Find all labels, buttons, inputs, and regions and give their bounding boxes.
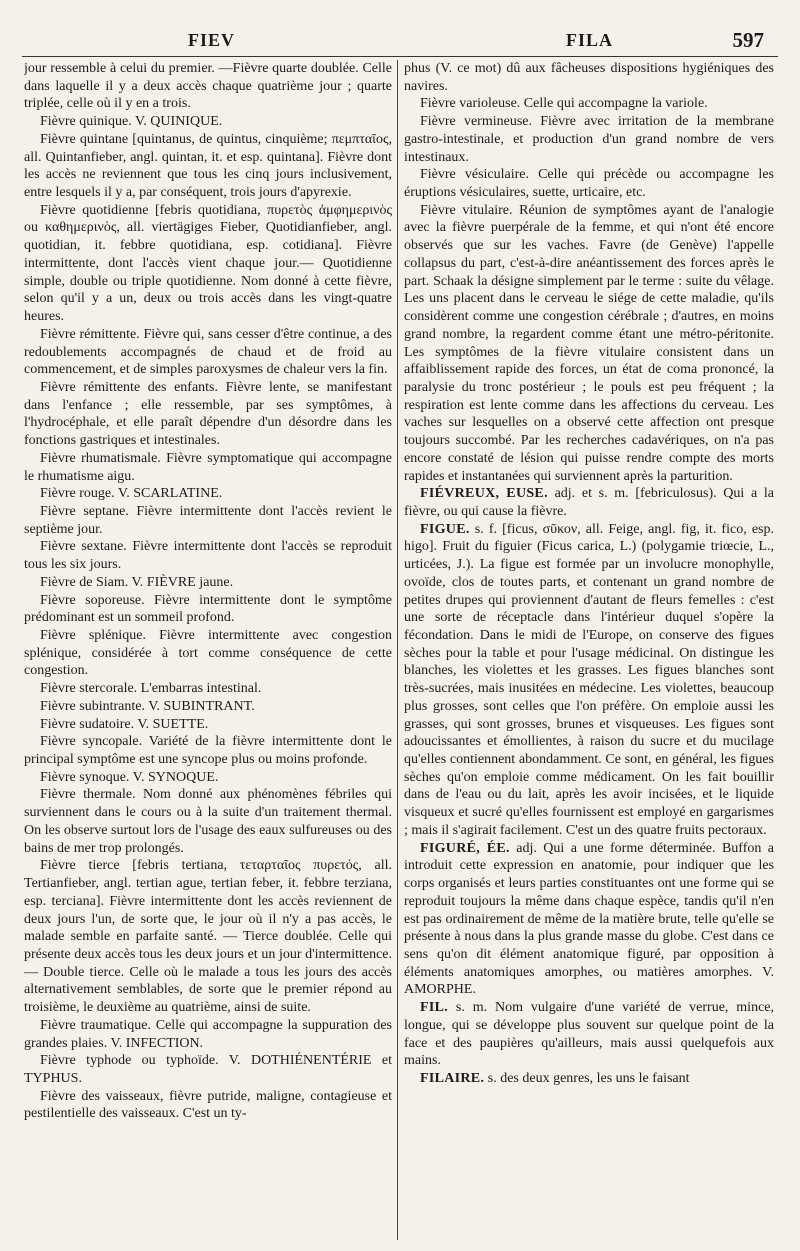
running-head-left: FIEV bbox=[188, 30, 236, 50]
page-header bbox=[0, 24, 800, 58]
dictionary-entry: Fièvre syncopale. Variété de la fièvre intermittente dont le principal symptôme est une syncope plus ou moins profonde. bbox=[24, 734, 392, 768]
dictionary-entry: Fièvre tierce [febris tertiana, τεταρταῖος πυρετός, all. Tertianfieber, angl. tertian ague, tertian feber, it. febbre terziana, esp. terciana]. Fièvre intermittente dont les accès reviennent de deux jours l'un, de sorte que, le jour où il n'y a pas accès, le malade semble en parfaite santé. — Tierce doublée. Celle qui présente deux accès tous les deux jours et un jour d'intermittence.— Double tierce. Celle où le malade a tous les jours des accès alternativement semblables, de sorte que le premier répond au troisième, le deuxième au quatrième, ainsi de suite. bbox=[24, 858, 392, 1016]
dictionary-entry: Fièvre quotidienne [febris quotidiana, πυρετὸς ἀμφημερινὸς ou καθημερινὸς, all. viertägiges Fieber, Quotidianfieber, angl. quotidian, it. febbre quotidiana, esp. cotidiana]. Fièvre intermittente, dont l'accès vient chaque jour.— Quotidienne simple, double ou triple quotidienne. Nom donné à cette fièvre, selon qu'il y a un, deux ou trois accès dans les vingt-quatre heures. bbox=[24, 202, 392, 325]
dictionary-entry: Fièvre varioleuse. Celle qui accompagne la variole. bbox=[420, 96, 708, 112]
dictionary-entry: Fièvre septane. Fièvre intermittente dont l'accès revient le septième jour. bbox=[24, 503, 392, 537]
dictionary-entry: Fièvre subintrante. V. SUBINTRANT. bbox=[40, 698, 255, 714]
entry-headword: FIGURÉ, ÉE. bbox=[420, 840, 510, 856]
dictionary-entry: FIÉVREUX, EUSE. adj. et s. m. [febriculosus). Qui a la fièvre, ou qui cause la fièvre. bbox=[404, 486, 774, 519]
entry-headword: FIÉVREUX, EUSE. bbox=[420, 486, 548, 502]
dictionary-entry: Fièvre synoque. V. SYNOQUE. bbox=[40, 769, 219, 785]
entry-headword: FIGUE. bbox=[420, 521, 470, 537]
dictionary-entry: Fièvre sextane. Fièvre intermittente dont l'accès se reproduit tous les six jours. bbox=[24, 539, 392, 573]
dictionary-entry: Fièvre splénique. Fièvre intermittente avec congestion splénique, considérée à tort comme conséquence de cette congestion. bbox=[24, 628, 392, 679]
dictionary-entry: FIGURÉ, ÉE. adj. Qui a une forme déterminée. Buffon a introduit cette expression en anatomie, pour indiquer que les corps organisés et leurs parties constituantes ont une forme qui se reproduit toujours la même dans chaque espèce, tandis qu'il n'en est pas ordinairement de même de la matière brute, telle qu'elle se présente à nous dans la plus grande masse du globe. C'est dans ce sens qu'on dit élément anatomique figuré, par opposition à éléments anatomiques amorphes, ou matières amorphes. V. AMORPHE. bbox=[404, 840, 774, 998]
dictionary-entry: Fièvre rouge. V. SCARLATINE. bbox=[40, 486, 223, 502]
dictionary-entry: Fièvre rémittente. Fièvre qui, sans cesser d'être continue, a des redoublements accompagnés de chaud et de froid au commencement, et de simples paroxysmes de chaleur vers la fin. bbox=[24, 326, 392, 378]
entry-headword: FIL. bbox=[420, 1000, 449, 1016]
dictionary-entry: Fièvre de Siam. V. FIÈVRE jaune. bbox=[40, 574, 234, 590]
dictionary-entry: Fièvre quinique. V. QUINIQUE. bbox=[40, 114, 223, 130]
dictionary-entry: Fièvre soporeuse. Fièvre intermittente dont le symptôme prédominant est un sommeil profond. bbox=[24, 592, 392, 626]
dictionary-entry: Fièvre traumatique. Celle qui accompagne la suppuration des grandes plaies. V. INFECTION. bbox=[24, 1017, 392, 1051]
running-head-center: FILA bbox=[566, 30, 614, 50]
dictionary-entry: Fièvre vésiculaire. Celle qui précède ou accompagne les éruptions vésiculaires, suette, urticaire, etc. bbox=[404, 167, 774, 201]
dictionary-entry: Fièvre vitulaire. Réunion de symptômes ayant de l'analogie avec la fièvre puerpérale de la femme, et qui n'ont été encore observés que sur les vaches. Favre (de Genève) l'appelle collapsus du part, c'est-à-dire anéantissement des forces après le part. Schaak la désigne simplement par le terme : suite du vêlage. Les uns placent dans le cerveau le siége de cette maladie, qu'ils considèrent comme une congestion cérébrale ; d'autres, en moins grand nombre, la regardent comme étant une métro-péritonite. Les symptômes de la fièvre vitulaire consistent dans un affaiblissement rapide des forces, un état de coma prononcé, la paralysie du tronc postérieur ; le pouls est peu fréquent ; la respiration est lente comme dans les affections du cerveau. Les vaches sur lesquelles on a observé cette affection ont presque toujours succombé. Par les recherches cadavériques, on n'a pas encore constaté de lésion qui puisse rendre compte des morts rapides et instantanées qui surviennent après la parturition. bbox=[404, 202, 774, 484]
dictionary-entry: Fièvre vermineuse. Fièvre avec irritation de la membrane gastro-intestinale, et production d'un grand nombre de vers intestinaux. bbox=[404, 114, 774, 165]
dictionary-entry: Fièvre sudatoire. V. SUETTE. bbox=[40, 716, 209, 732]
right-column bbox=[404, 60, 774, 1240]
dictionary-entry: Fièvre rhumatismale. Fièvre symptomatique qui accompagne le rhumatisme aigu. bbox=[24, 450, 392, 484]
left-column bbox=[24, 60, 392, 1240]
column-divider bbox=[397, 60, 398, 1240]
dictionary-entry: Fièvre stercorale. L'embarras intestinal. bbox=[40, 681, 262, 697]
dictionary-entry: phus (V. ce mot) dû aux fâcheuses dispositions hygiéniques des navires. bbox=[404, 61, 774, 94]
dictionary-entry: FILAIRE. s. des deux genres, les uns le faisant bbox=[420, 1070, 690, 1086]
page-number: 597 bbox=[732, 28, 764, 52]
entry-headword: FILAIRE. bbox=[420, 1070, 485, 1086]
dictionary-entry: FIGUE. s. f. [ficus, σῦκον, all. Feige, angl. fig, it. fico, esp. higo]. Fruit du figuier (Ficus carica, L.) (polygamie triœcie, L., urticées, J.). La figue est formée par un involucre monophylle, ovoïde, clos de toutes parts, et contenant un grand nombre de petites drupes qui proviennent d'autant de fleurs femelles : c'est une sorte de réceptacle dans l'intérieur duquel s'opère la fécondation. Dans le midi de l'Europe, on conserve des figues sèches pour la table et pour l'usage médicinal. On distingue les blanches, les violettes et les grasses. Les figues blanches sont très-sucrées, mais inusitées en médecine. Les violettes, beaucoup plus grosses, sont celles que l'on préfère. On emploie aussi les grasses, qui sont grosses, brunes et visqueuses. Les figues sont adoucissantes et émollientes, à raison du sucre et du mucilage qu'elles contiennent abondamment. Ce sont, en général, les figues sèches qu'on emploie comme médicament. On les fait bouillir dans de l'eau ou du lait, après les avoir incisées, et le liquide visqueux et sucré qu'elles fournissent est employé en gargarismes ; mais il s'agirait facilement. C'est un des quatre fruits pectoraux. bbox=[404, 521, 774, 838]
header-rule bbox=[22, 56, 778, 57]
dictionary-entry: Fièvre typhode ou typhoïde. V. DOTHIÉNENTÉRIE et TYPHUS. bbox=[24, 1053, 392, 1086]
dictionary-entry: Fièvre des vaisseaux, fièvre putride, maligne, contagieuse et pestilentielle des vaisseaux. C'est un ty- bbox=[24, 1088, 392, 1122]
dictionary-entry: Fièvre thermale. Nom donné aux phénomènes fébriles qui surviennent dans le cours ou à la suite d'un traitement thermal. On les observe surtout lors de l'usage des eaux sulfureuses ou des bains de mer trop prolongés. bbox=[24, 787, 392, 856]
dictionary-entry: Fièvre rémittente des enfants. Fièvre lente, se manifestant dans l'enfance ; elle ressemble, par ses symptômes, à l'hydrocéphale, et elle paraît dépendre d'un désordre dans les fonctions gastriques et intestinales. bbox=[24, 379, 392, 449]
dictionary-entry: FIL. s. m. Nom vulgaire d'une variété de verrue, mince, longue, qui se développe plus souvent sur quelque point de la face et des paupières qu'ailleurs, mais aussi quelquefois aux mains. bbox=[404, 1000, 774, 1069]
dictionary-entry: Fièvre quintane [quintanus, de quintus, cinquième; πεμπταῖος, all. Quintanfieber, angl. quintan, it. et esp. quintana]. Fièvre dont les accès ne reviennent que tous les cinq jours inclusivement, entre lesquels il y a, par conséquent, trois jours d'apyrexie. bbox=[24, 131, 392, 201]
dictionary-entry: jour ressemble à celui du premier. —Fièvre quarte doublée. Celle dans laquelle il y a deux accès chaque quatrième jour ; quarte triplée, celle où il y en a trois. bbox=[24, 61, 392, 112]
